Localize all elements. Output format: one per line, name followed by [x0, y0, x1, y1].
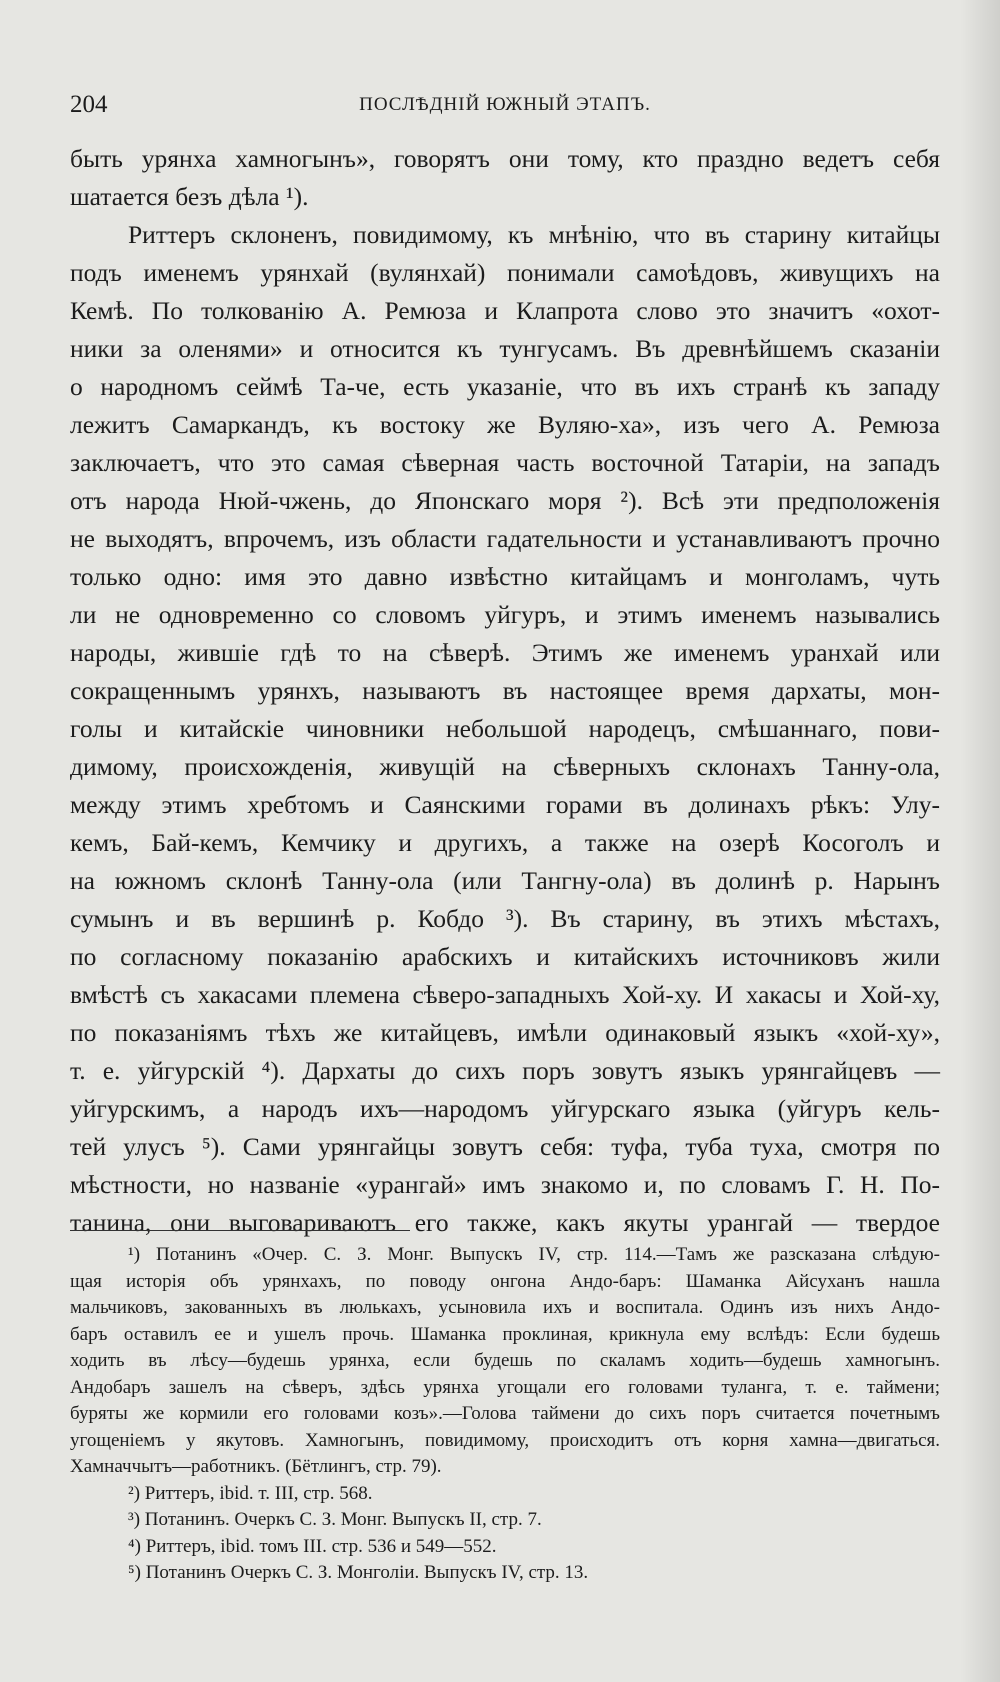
footnote-line: ³) Потанинъ. Очеркъ С. З. Монг. Выпускъ II, стр. 7.	[128, 1509, 542, 1530]
footnote-line: мальчиковъ, закованныхъ въ люлькахъ, усыновила ихъ и воспитала. Одинъ изъ нихъ Андо-	[70, 1297, 940, 1318]
footnote-line: Андобаръ зашелъ на сѣверъ, здѣсь урянха угощали его головами туланга, т. е. таймени;	[70, 1376, 940, 1398]
text-line: Риттеръ склоненъ, повидимому, къ мнѣнію, что въ старину китайцы	[128, 220, 940, 249]
text-line: народы, жившіе гдѣ то на сѣверѣ. Этимъ же именемъ уранхай или	[70, 638, 940, 667]
text-line: танина, они выговариваютъ его также, какъ якуты урангай — твердое	[70, 1208, 940, 1237]
text-line: Кемѣ. По толкованію А. Ремюза и Клапрота слово это значитъ «охот-	[70, 296, 940, 325]
footnote-line: ¹) Потанинъ «Очер. С. З. Монг. Выпускъ IV, стр. 114.—Тамъ же разсказана слѣдую-	[128, 1244, 940, 1265]
footnote-line: буряты же кормили его головами козъ».—Голова таймени до сихъ поръ считается почетнымъ	[70, 1403, 940, 1424]
text-line: заключаетъ, что это самая сѣверная часть восточной Татаріи, на западъ	[70, 448, 940, 477]
footnote-line: баръ оставилъ ее и ушелъ прочь. Шаманка проклиная, крикнула ему вслѣдъ: Если будешь	[70, 1323, 940, 1345]
text-line: по согласному показанію арабскихъ и китайскихъ источниковъ жили	[70, 942, 940, 971]
text-line: быть урянха хамногынъ», говорятъ они тому, кто праздно ведетъ себя	[70, 144, 940, 173]
footnote-line: Хамначчытъ—работникъ. (Бётлингъ, стр. 79).	[70, 1456, 442, 1477]
running-head: ПОСЛѢДНІЙ ЮЖНЫЙ ЭТАПЪ.	[359, 94, 651, 115]
footnote-line: ходить въ лѣсу—будешь урянха, если будешь по скаламъ ходить—будешь хамногынъ.	[70, 1350, 940, 1371]
text-line: сумынъ и въ вершинѣ р. Кобдо ³). Въ старину, въ этихъ мѣстахъ,	[70, 904, 940, 933]
text-line: уйгурскимъ, а народъ ихъ—народомъ уйгурскаго языка (уйгуръ кель-	[70, 1094, 940, 1123]
text-line: тей улусъ ⁵). Сами урянгайцы зовутъ себя: туфа, туба туха, смотря по	[70, 1132, 940, 1161]
body-text	[70, 140, 940, 1242]
text-line: ли не одновременно со словомъ уйгуръ, и этимъ именемъ назывались	[70, 600, 940, 629]
text-line: голы и китайскіе чиновники небольшой народецъ, смѣшаннаго, пови-	[70, 714, 940, 743]
text-line: вмѣстѣ съ хакасами племена сѣверо-западныхъ Хой-ху. И хакасы и Хой-ху,	[70, 980, 940, 1009]
page-edge-shadow	[960, 0, 1000, 1682]
text-line: только одно: имя это давно извѣстно китайцамъ и монголамъ, чуть	[70, 562, 940, 591]
text-line: кемъ, Бай-кемъ, Кемчику и другихъ, а также на озерѣ Косоголъ и	[70, 828, 940, 857]
text-line: о народномъ сеймѣ Та-че, есть указаніе, что въ ихъ странѣ къ западу	[70, 372, 940, 401]
text-line: лежитъ Самаркандъ, къ востоку же Вуляю-ха», изъ чего А. Ремюза	[70, 410, 940, 439]
text-line: димому, происхожденія, живущій на сѣверныхъ склонахъ Танну-ола,	[70, 752, 940, 781]
page-number: 204	[70, 91, 108, 118]
text-line: мѣстности, но названіе «урангай» имъ знакомо и, по словамъ Г. Н. По-	[70, 1170, 940, 1199]
text-line: сокращеннымъ урянхъ, называютъ въ настоящее время дархаты, мон-	[70, 676, 940, 705]
footnote-line: ⁵) Потанинъ Очеркъ С. З. Монголіи. Выпускъ IV, стр. 13.	[128, 1562, 589, 1583]
footnote-line: щая исторія объ урянхахъ, по поводу онгона Андо-баръ: Шаманка Айсуханъ нашла	[70, 1270, 940, 1292]
page-header	[70, 88, 940, 122]
footnotes	[70, 1242, 940, 1587]
text-line: на южномъ склонѣ Танну-ола (или Тангну-ола) въ долинѣ р. Нарынъ	[70, 866, 940, 895]
text-line: подъ именемъ урянхай (вулянхай) понимали самоѣдовъ, живущихъ на	[70, 258, 940, 287]
footnote-line: ⁴) Риттеръ, ibid. томъ III. стр. 536 и 549—552.	[128, 1535, 497, 1557]
text-line: не выходятъ, впрочемъ, изъ области гадательности и устанавливаютъ прочно	[70, 524, 940, 553]
footnote-line: ²) Риттеръ, ibid. т. III, стр. 568.	[128, 1482, 373, 1504]
text-line: ники за оленями» и относится къ тунгусамъ. Въ древнѣйшемъ сказаніи	[70, 334, 940, 363]
text-line: шатается безъ дѣла ¹).	[70, 182, 309, 211]
text-line: т. е. уйгурскій ⁴). Дархаты до сихъ поръ зовутъ языкъ урянгайцевъ —	[70, 1056, 940, 1085]
text-line: отъ народа Нюй-чжень, до Японскаго моря ²). Всѣ эти предположенія	[70, 486, 940, 515]
text-line: по показаніямъ тѣхъ же китайцевъ, имѣли одинаковый языкъ «хой-ху»,	[70, 1018, 940, 1047]
footnote-divider	[70, 1230, 410, 1231]
footnote-line: угощеніемъ у якутовъ. Хамногынъ, повидимому, происходитъ отъ корня хамна—двигаться.	[70, 1429, 940, 1451]
text-line: между этимъ хребтомъ и Саянскими горами въ долинахъ рѣкъ: Улу-	[70, 790, 940, 819]
